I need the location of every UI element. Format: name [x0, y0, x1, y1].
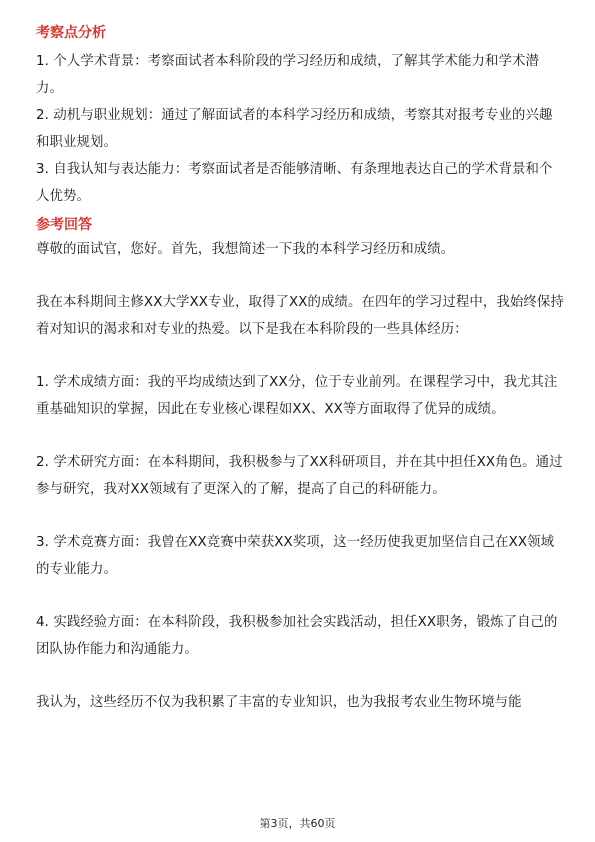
spacer	[36, 663, 564, 689]
spacer	[36, 503, 564, 529]
analysis-item-2: 2. 动机与职业规划：通过了解面试者的本科学习经历和成绩，考察其对报考专业的兴趣和职业规划。	[36, 108, 553, 150]
page-content	[36, 22, 564, 716]
spacer	[36, 423, 564, 449]
answer-paragraph-academic: 1. 学术成绩方面：我的平均成绩达到了XX分，位于专业前列。在课程学习中，我尤其注重基础知识的掌握，因此在专业核心课程如XX、XX等方面取得了优异的成绩。	[36, 375, 558, 417]
answer-paragraph-intro: 我在本科期间主修XX大学XX专业，取得了XX的成绩。在四年的学习过程中，我始终保持着对知识的渴求和对专业的热爱。以下是我在本科阶段的一些具体经历：	[36, 295, 564, 337]
analysis-item-3: 3. 自我认知与表达能力：考察面试者是否能够清晰、有条理地表达自己的学术背景和个人优势。	[36, 162, 553, 204]
analysis-item-1: 1. 个人学术背景：考察面试者本科阶段的学习经历和成绩，了解其学术能力和学术潜力。	[36, 54, 539, 96]
answer-paragraph-practice: 4. 实践经验方面：在本科阶段，我积极参加社会实践活动，担任XX职务，锻炼了自己的团队协作能力和沟通能力。	[36, 615, 558, 657]
spacer	[36, 343, 564, 369]
answer-paragraph-research: 2. 学术研究方面：在本科期间，我积极参与了XX科研项目，并在其中担任XX角色。通过参与研究，我对XX领域有了更深入的了解，提高了自己的科研能力。	[36, 455, 563, 497]
spacer	[36, 583, 564, 609]
page-number: 第3页，共60页	[259, 817, 336, 830]
answer-paragraph-greeting: 尊敬的面试官，您好。首先，我想简述一下我的本科学习经历和成绩。	[36, 242, 455, 257]
answer-paragraph-conclusion: 我认为，这些经历不仅为我积累了丰富的专业知识，也为我报考农业生物环境与能	[36, 695, 522, 710]
answer-paragraph-competition: 3. 学术竞赛方面：我曾在XX竞赛中荣获XX奖项，这一经历使我更加坚信自己在XX领域的专业能力。	[36, 535, 555, 577]
analysis-heading: 考察点分析	[36, 25, 106, 41]
spacer	[36, 263, 564, 289]
answer-heading: 参考回答	[36, 217, 92, 233]
